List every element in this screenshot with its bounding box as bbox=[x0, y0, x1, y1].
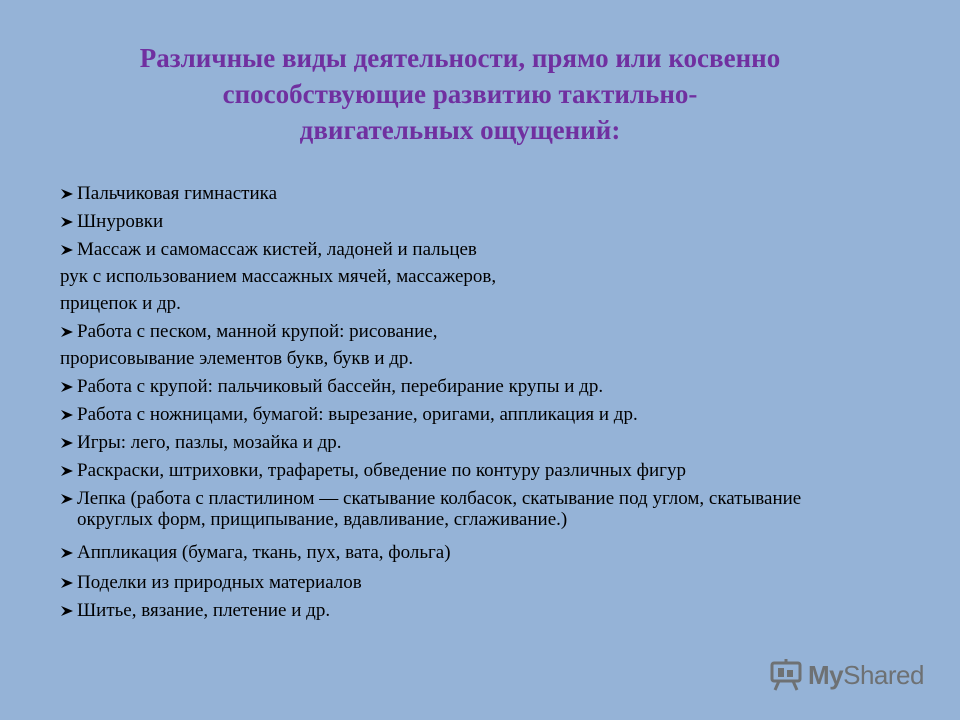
arrow-bullet-icon bbox=[60, 381, 74, 393]
list-item-text: Раскраски, штриховки, трафареты, обведение по контуру различных фигур bbox=[77, 460, 686, 481]
list-item-text: Шитье, вязание, плетение и др. bbox=[77, 600, 331, 621]
list-item bbox=[60, 488, 860, 530]
title-line-2: способствующие развитию тактильно- bbox=[222, 79, 698, 109]
title-line-3: двигательных ощущений: bbox=[299, 115, 621, 145]
list-item bbox=[60, 600, 860, 622]
myshared-watermark bbox=[768, 655, 924, 695]
list-item-text: Работа с ножницами, бумагой: вырезание, оригами, аппликация и др. bbox=[77, 404, 638, 425]
arrow-bullet-icon bbox=[60, 216, 74, 228]
list-item bbox=[60, 542, 860, 564]
arrow-bullet-icon bbox=[60, 605, 74, 617]
list-item bbox=[60, 404, 860, 426]
list-item-text: Игры: лего, пазлы, мозайка и др. bbox=[77, 432, 342, 453]
list-item bbox=[60, 239, 860, 315]
list-item bbox=[60, 432, 860, 454]
list-item-text: Массаж и самомассаж кистей, ладоней и пальцев bbox=[77, 239, 477, 260]
list-item-text: Лепка (работа с пластилином — скатывание колбасок, скатывание под углом, скатывание округлых форм, прищипывание, вдавливание, сглаживание.) bbox=[77, 488, 802, 530]
list-item-text: Работа с песком, манной крупой: рисование, bbox=[77, 321, 438, 342]
list-item-text: Аппликация (бумага, ткань, пух, вата, фольга) bbox=[77, 542, 451, 563]
arrow-bullet-icon bbox=[60, 465, 74, 477]
list-item-text: Шнуровки bbox=[77, 211, 164, 232]
arrow-bullet-icon bbox=[60, 547, 74, 559]
presentation-board-icon bbox=[768, 657, 804, 693]
list-item-text: Пальчиковая гимнастика bbox=[77, 183, 278, 204]
brand-shared: Shared bbox=[843, 659, 924, 690]
list-item bbox=[60, 183, 860, 205]
list-item bbox=[60, 376, 860, 398]
list-item-text: Работа с крупой: пальчиковый бассейн, перебирание крупы и др. bbox=[77, 376, 604, 397]
list-item-continuation: прорисовывание элементов букв, букв и др. bbox=[60, 348, 414, 369]
arrow-bullet-icon bbox=[60, 244, 74, 256]
arrow-bullet-icon bbox=[60, 326, 74, 338]
list-item bbox=[60, 572, 860, 594]
arrow-bullet-icon bbox=[60, 437, 74, 449]
list-item-continuation: прицепок и др. bbox=[60, 293, 181, 314]
arrow-bullet-icon bbox=[60, 577, 74, 589]
list-item-continuation: рук с использованием массажных мячей, массажеров, bbox=[60, 266, 497, 287]
arrow-bullet-icon bbox=[60, 188, 74, 200]
arrow-bullet-icon bbox=[60, 409, 74, 421]
brand-my: My bbox=[808, 659, 844, 690]
arrow-bullet-icon bbox=[60, 493, 74, 505]
list-item-text: Поделки из природных материалов bbox=[77, 572, 362, 593]
slide-title bbox=[40, 40, 880, 148]
list-item bbox=[60, 211, 860, 233]
title-line-1: Различные виды деятельности, прямо или косвенно bbox=[139, 43, 781, 73]
activity-list bbox=[60, 183, 860, 622]
list-item bbox=[60, 460, 860, 482]
list-item bbox=[60, 321, 860, 370]
